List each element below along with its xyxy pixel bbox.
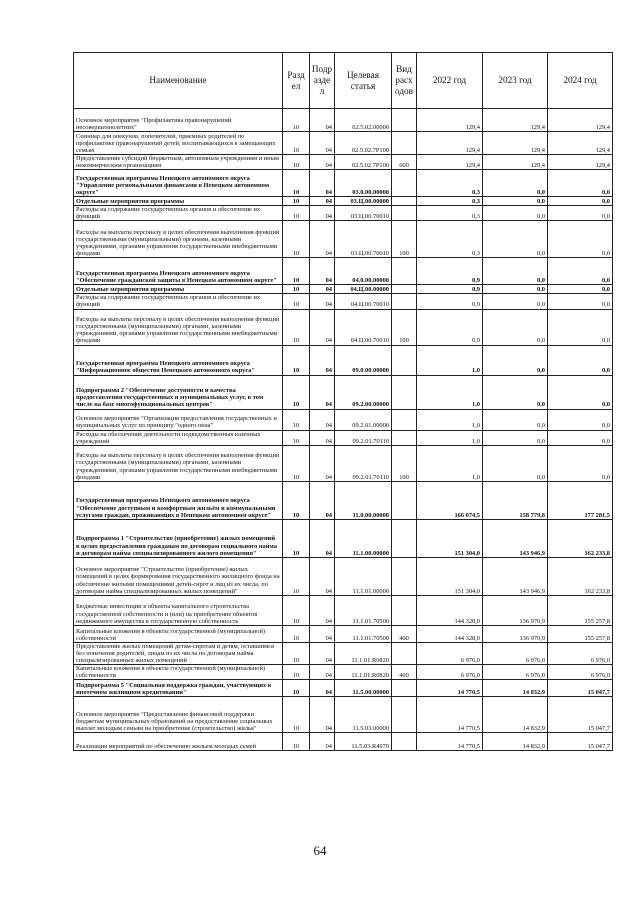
row-section: 10 — [283, 481, 310, 519]
row-expense-type — [392, 733, 417, 751]
row-value-2024: 155 257,8 — [548, 625, 613, 642]
row-name: Расходы на выплаты персоналу в целях обеспечения выполнения функций государственными (муниципальными) органами, казенными учреждениями, органами управления государственными внебюджетными фондами — [74, 221, 283, 258]
row-name: Капитальные вложения в объекты государственной (муниципальной) собственности — [74, 665, 283, 680]
row-section: 10 — [283, 285, 310, 294]
row-target: 04.Ц.00.70010 — [335, 294, 392, 309]
row-target: 09.2.01.70110 — [335, 445, 392, 481]
row-value-2024: 0,0 — [548, 309, 613, 345]
row-section: 10 — [283, 409, 310, 430]
row-name: Подпрограмма 2 "Обеспечение доступности и качества предоставления государственных и муниципальных услуг, в том числе на базе многофункциональных центров" — [74, 375, 283, 409]
row-expense-type — [392, 481, 417, 519]
row-value-2024: 162 233,8 — [548, 557, 613, 595]
table-row — [74, 409, 613, 430]
row-value-2023: 6 976,0 — [483, 665, 548, 680]
row-target: 09.2.01.00000 — [335, 409, 392, 430]
row-name: Основное мероприятие "Организация предоставления государственных и муниципальных услуг по принципу "одного окна" — [74, 409, 283, 430]
row-target: 09.2.01.70110 — [335, 430, 392, 445]
row-name: Отдельные мероприятия программы — [74, 285, 283, 294]
row-subsection: 04 — [310, 221, 335, 258]
row-expense-type — [392, 697, 417, 733]
row-target: 02.5.02.00000 — [335, 109, 392, 132]
row-value-2024: 0,0 — [548, 197, 613, 206]
row-target: 11.1.01.R0820 — [335, 642, 392, 664]
row-value-2024: 129,4 — [548, 109, 613, 132]
table-row — [74, 557, 613, 595]
row-value-2022: 129,4 — [417, 155, 483, 170]
row-subsection: 04 — [310, 109, 335, 132]
row-value-2023: 158 779,8 — [483, 481, 548, 519]
row-expense-type — [392, 557, 417, 595]
row-name: Расходы на выплаты персоналу в целях обеспечения выполнения функций государственными (муниципальными) органами, казенными учреждениями, органами управления государственными внебюджетными фондами — [74, 445, 283, 481]
row-section: 10 — [283, 221, 310, 258]
row-expense-type — [392, 375, 417, 409]
row-value-2024: 162 233,8 — [548, 519, 613, 557]
row-name: Расходы на выплаты персоналу в целях обеспечения выполнения функций государственными (муниципальными) органами, казенными учреждениями, органами управления государственными внебюджетными фондами — [74, 309, 283, 345]
row-target: 11.0.00.00000 — [335, 481, 392, 519]
row-name: Расходы на содержание государственных органов и обеспечение их функций — [74, 294, 283, 309]
row-expense-type — [392, 285, 417, 294]
row-value-2024: 15 047,7 — [548, 733, 613, 751]
row-subsection: 04 — [310, 445, 335, 481]
row-value-2022: 1,0 — [417, 409, 483, 430]
budget-table — [73, 52, 613, 751]
row-expense-type — [392, 258, 417, 285]
row-section: 10 — [283, 697, 310, 733]
row-name: Основное мероприятие "Профилактика правонарушений несовершеннолетних" — [74, 109, 283, 132]
table-row — [74, 595, 613, 625]
row-section: 10 — [283, 519, 310, 557]
table-row — [74, 445, 613, 481]
table-row — [74, 155, 613, 170]
row-value-2024: 0,0 — [548, 170, 613, 197]
row-expense-type — [392, 170, 417, 197]
header-target: Целевая статья — [335, 53, 392, 109]
row-value-2023: 0,0 — [483, 206, 548, 221]
row-value-2023: 0,0 — [483, 409, 548, 430]
row-value-2022: 14 770,5 — [417, 697, 483, 733]
row-target: 11.1.01.70500 — [335, 625, 392, 642]
row-value-2024: 0,0 — [548, 285, 613, 294]
row-name: Предоставление субсидий бюджетным, автономным учреждениям и иным некоммерческим организациям — [74, 155, 283, 170]
row-value-2023: 0,0 — [483, 221, 548, 258]
table-body — [74, 109, 613, 751]
row-value-2022: 151 304,0 — [417, 557, 483, 595]
header-section: Разд ел — [283, 53, 310, 109]
row-section: 10 — [283, 155, 310, 170]
header-2022: 2022 год — [417, 53, 483, 109]
table-row — [74, 309, 613, 345]
row-expense-type — [392, 132, 417, 155]
row-section: 10 — [283, 733, 310, 751]
row-value-2022: 0,3 — [417, 170, 483, 197]
row-value-2022: 0,3 — [417, 221, 483, 258]
table-row — [74, 430, 613, 445]
row-section: 10 — [283, 375, 310, 409]
row-subsection: 04 — [310, 285, 335, 294]
row-value-2024: 0,0 — [548, 345, 613, 375]
page-number: 64 — [313, 843, 327, 858]
row-expense-type — [392, 197, 417, 206]
row-section: 10 — [283, 680, 310, 697]
row-value-2023: 0,0 — [483, 375, 548, 409]
header-expense-type: Вид расх одов — [392, 53, 417, 109]
row-value-2022: 1,0 — [417, 445, 483, 481]
row-name: Основное мероприятие "Предоставление финансовой поддержки бюджетам муниципальных образований на предоставление социальных выплат молодым семьям на приобретение (строительство) жилья" — [74, 697, 283, 733]
row-target: 11.1.01.00000 — [335, 557, 392, 595]
table-row — [74, 197, 613, 206]
row-value-2024: 155 257,8 — [548, 595, 613, 625]
row-section: 10 — [283, 170, 310, 197]
header-name: Наименование — [74, 53, 283, 109]
row-target: 09.2.00.00000 — [335, 375, 392, 409]
row-expense-type — [392, 430, 417, 445]
row-section: 10 — [283, 132, 310, 155]
row-value-2023: 6 976,0 — [483, 642, 548, 664]
row-value-2022: 1,0 — [417, 375, 483, 409]
row-target: 11.1.01.R0820 — [335, 665, 392, 680]
table-row — [74, 132, 613, 155]
row-value-2023: 0,0 — [483, 430, 548, 445]
row-name: Расходы на обеспечение деятельности подведомственных казенных учреждений — [74, 430, 283, 445]
row-name: Основное мероприятие "Строительство (приобретение) жилых помещений в целях формирования государственного жилищного фонда на обеспечение жилыми помещениями детей-сирот и лиц из их числа, по договорам найма специализированных жилых помещений" — [74, 557, 283, 595]
row-value-2023: 0,0 — [483, 294, 548, 309]
row-section: 10 — [283, 197, 310, 206]
table-row — [74, 294, 613, 309]
row-expense-type — [392, 642, 417, 664]
row-section: 10 — [283, 430, 310, 445]
table-row — [74, 258, 613, 285]
row-value-2023: 0,0 — [483, 445, 548, 481]
row-target: 11.1.00.00000 — [335, 519, 392, 557]
row-name: Подпрограмма 1 "Строительство (приобретение) жилых помещений в целях предоставления гражданам по договорам социального найма и договорам найма специализированного жилого помещения" — [74, 519, 283, 557]
row-value-2024: 0,0 — [548, 430, 613, 445]
row-value-2023: 143 946,9 — [483, 557, 548, 595]
row-subsection: 04 — [310, 197, 335, 206]
row-expense-type — [392, 109, 417, 132]
row-subsection: 04 — [310, 409, 335, 430]
row-value-2024: 15 047,7 — [548, 697, 613, 733]
row-subsection: 04 — [310, 132, 335, 155]
row-value-2023: 14 832,9 — [483, 697, 548, 733]
row-target: 03.Ц.00.00000 — [335, 197, 392, 206]
table-row — [74, 697, 613, 733]
row-expense-type: 600 — [392, 155, 417, 170]
row-value-2023: 0,0 — [483, 285, 548, 294]
row-value-2022: 14 770,5 — [417, 733, 483, 751]
table-row — [74, 345, 613, 375]
row-subsection: 04 — [310, 697, 335, 733]
table-row — [74, 170, 613, 197]
row-name: Подпрограмма 5 "Социальная поддержка граждан, участвующих в ипотечном жилищном кредитовании" — [74, 680, 283, 697]
row-expense-type: 400 — [392, 665, 417, 680]
row-target: 11.5.03.00000 — [335, 697, 392, 733]
row-expense-type — [392, 595, 417, 625]
row-value-2024: 0,0 — [548, 206, 613, 221]
header-2024: 2024 год — [548, 53, 613, 109]
row-subsection: 04 — [310, 258, 335, 285]
row-subsection: 04 — [310, 345, 335, 375]
header-2023: 2023 год — [483, 53, 548, 109]
row-target: 04.0.00.00000 — [335, 258, 392, 285]
row-value-2022: 0,9 — [417, 258, 483, 285]
table-row — [74, 519, 613, 557]
table-row — [74, 221, 613, 258]
row-value-2024: 0,0 — [548, 294, 613, 309]
row-subsection: 04 — [310, 625, 335, 642]
row-name: Семинар для опекунов, попечителей, приемных родителей по профилактике правонарушений детей, воспитывающихся в замещающих семьях — [74, 132, 283, 155]
row-value-2023: 129,4 — [483, 109, 548, 132]
table-row — [74, 680, 613, 697]
row-value-2022: 14 770,5 — [417, 680, 483, 697]
row-name: Капитальные вложения в объекты государственной (муниципальной) собственности — [74, 625, 283, 642]
row-value-2024: 0,0 — [548, 409, 613, 430]
row-subsection: 04 — [310, 375, 335, 409]
row-value-2022: 0,9 — [417, 309, 483, 345]
row-value-2023: 136 970,9 — [483, 625, 548, 642]
table-row — [74, 625, 613, 642]
row-name: Государственная программа Ненецкого автономного округа "Обеспечение гражданской защиты в Ненецком автономном округе" — [74, 258, 283, 285]
row-target: 02.5.02.7Р100 — [335, 132, 392, 155]
row-target: 03.0.00.00000 — [335, 170, 392, 197]
row-section: 10 — [283, 206, 310, 221]
row-subsection: 04 — [310, 481, 335, 519]
table-row — [74, 285, 613, 294]
row-value-2024: 177 281,5 — [548, 481, 613, 519]
row-expense-type — [392, 345, 417, 375]
row-target: 03.Ц.00.70010 — [335, 221, 392, 258]
row-expense-type — [392, 206, 417, 221]
row-expense-type: 100 — [392, 221, 417, 258]
row-value-2023: 143 946,9 — [483, 519, 548, 557]
row-target: 04.Ц.00.70010 — [335, 309, 392, 345]
row-value-2023: 0,0 — [483, 309, 548, 345]
row-name: Государственная программа Ненецкого автономного округа "Обеспечение доступным и комфортным жильём и коммунальными услугами граждан, проживающих в Ненецком автономном округе" — [74, 481, 283, 519]
row-target: 11.5.03.R4970 — [335, 733, 392, 751]
row-target: 11.1.01.70500 — [335, 595, 392, 625]
row-section: 10 — [283, 294, 310, 309]
row-value-2023: 0,0 — [483, 170, 548, 197]
row-target: 04.Ц.00.00000 — [335, 285, 392, 294]
table-header-row — [74, 53, 613, 109]
row-value-2023: 129,4 — [483, 155, 548, 170]
row-subsection: 04 — [310, 665, 335, 680]
row-subsection: 04 — [310, 430, 335, 445]
row-expense-type — [392, 519, 417, 557]
table-row — [74, 642, 613, 664]
row-name: Бюджетные инвестиции в объекты капитального строительства государственной собственности и (или) на приобретение объектов недвижимого имущества в государственную собственность — [74, 595, 283, 625]
row-section: 10 — [283, 642, 310, 664]
table-row — [74, 206, 613, 221]
row-value-2023: 136 970,9 — [483, 595, 548, 625]
row-expense-type: 100 — [392, 309, 417, 345]
row-value-2022: 1,0 — [417, 430, 483, 445]
row-subsection: 04 — [310, 595, 335, 625]
row-expense-type — [392, 409, 417, 430]
row-subsection: 04 — [310, 733, 335, 751]
row-value-2024: 6 976,0 — [548, 665, 613, 680]
row-name: Расходы на содержание государственных органов и обеспечение их функций — [74, 206, 283, 221]
row-value-2023: 0,0 — [483, 197, 548, 206]
row-value-2023: 129,4 — [483, 132, 548, 155]
row-subsection: 04 — [310, 206, 335, 221]
row-subsection: 04 — [310, 680, 335, 697]
row-value-2022: 129,4 — [417, 109, 483, 132]
row-expense-type — [392, 294, 417, 309]
row-name: Государственная программа Ненецкого автономного округа "Управление региональными финансами в Ненецком автономном округе" — [74, 170, 283, 197]
row-subsection: 04 — [310, 519, 335, 557]
row-section: 10 — [283, 258, 310, 285]
row-subsection: 04 — [310, 309, 335, 345]
row-value-2024: 129,4 — [548, 132, 613, 155]
row-value-2024: 0,0 — [548, 375, 613, 409]
row-value-2023: 0,0 — [483, 258, 548, 285]
row-subsection: 04 — [310, 642, 335, 664]
row-value-2022: 166 074,5 — [417, 481, 483, 519]
row-value-2022: 6 976,0 — [417, 665, 483, 680]
row-value-2022: 129,4 — [417, 132, 483, 155]
row-section: 10 — [283, 309, 310, 345]
row-target: 03.Ц.00.70010 — [335, 206, 392, 221]
row-section: 10 — [283, 595, 310, 625]
header-subsection: Подр азде л — [310, 53, 335, 109]
row-name: Государственная программа Ненецкого автономного округа "Информационное общество Ненецкого автономного округа" — [74, 345, 283, 375]
row-value-2023: 14 832,9 — [483, 680, 548, 697]
row-name: Предоставление жилых помещений детям-сиротам и детям, оставшимся без попечения родителей, лицам из их числа по договорам найма специализированных жилых помещений — [74, 642, 283, 664]
table-row — [74, 481, 613, 519]
row-value-2022: 0,9 — [417, 294, 483, 309]
row-value-2024: 0,0 — [548, 221, 613, 258]
row-value-2022: 0,9 — [417, 285, 483, 294]
row-value-2023: 14 832,9 — [483, 733, 548, 751]
row-value-2024: 6 976,0 — [548, 642, 613, 664]
table-row — [74, 375, 613, 409]
row-value-2023: 0,0 — [483, 345, 548, 375]
row-value-2022: 144 328,0 — [417, 595, 483, 625]
row-value-2022: 144 328,0 — [417, 625, 483, 642]
row-subsection: 04 — [310, 170, 335, 197]
row-section: 10 — [283, 625, 310, 642]
row-expense-type: 400 — [392, 625, 417, 642]
row-value-2024: 15 047,7 — [548, 680, 613, 697]
row-target: 09.0.00.00000 — [335, 345, 392, 375]
row-value-2022: 0,3 — [417, 206, 483, 221]
row-expense-type — [392, 680, 417, 697]
row-section: 10 — [283, 109, 310, 132]
row-value-2022: 6 976,0 — [417, 642, 483, 664]
row-section: 10 — [283, 557, 310, 595]
row-name: Отдельные мероприятия программы — [74, 197, 283, 206]
row-value-2022: 151 304,0 — [417, 519, 483, 557]
row-target: 11.5.00.00000 — [335, 680, 392, 697]
row-value-2024: 0,0 — [548, 258, 613, 285]
row-value-2022: 0,3 — [417, 197, 483, 206]
row-subsection: 04 — [310, 155, 335, 170]
row-value-2022: 1,0 — [417, 345, 483, 375]
row-value-2024: 0,0 — [548, 445, 613, 481]
row-section: 10 — [283, 665, 310, 680]
row-expense-type: 100 — [392, 445, 417, 481]
row-section: 10 — [283, 345, 310, 375]
row-value-2024: 129,4 — [548, 155, 613, 170]
row-target: 02.5.02.7Р100 — [335, 155, 392, 170]
table-row — [74, 109, 613, 132]
row-section: 10 — [283, 445, 310, 481]
row-name: Реализация мероприятий по обеспечению жильем молодых семей — [74, 733, 283, 751]
row-subsection: 04 — [310, 557, 335, 595]
table-row — [74, 733, 613, 751]
table-row — [74, 665, 613, 680]
row-subsection: 04 — [310, 294, 335, 309]
